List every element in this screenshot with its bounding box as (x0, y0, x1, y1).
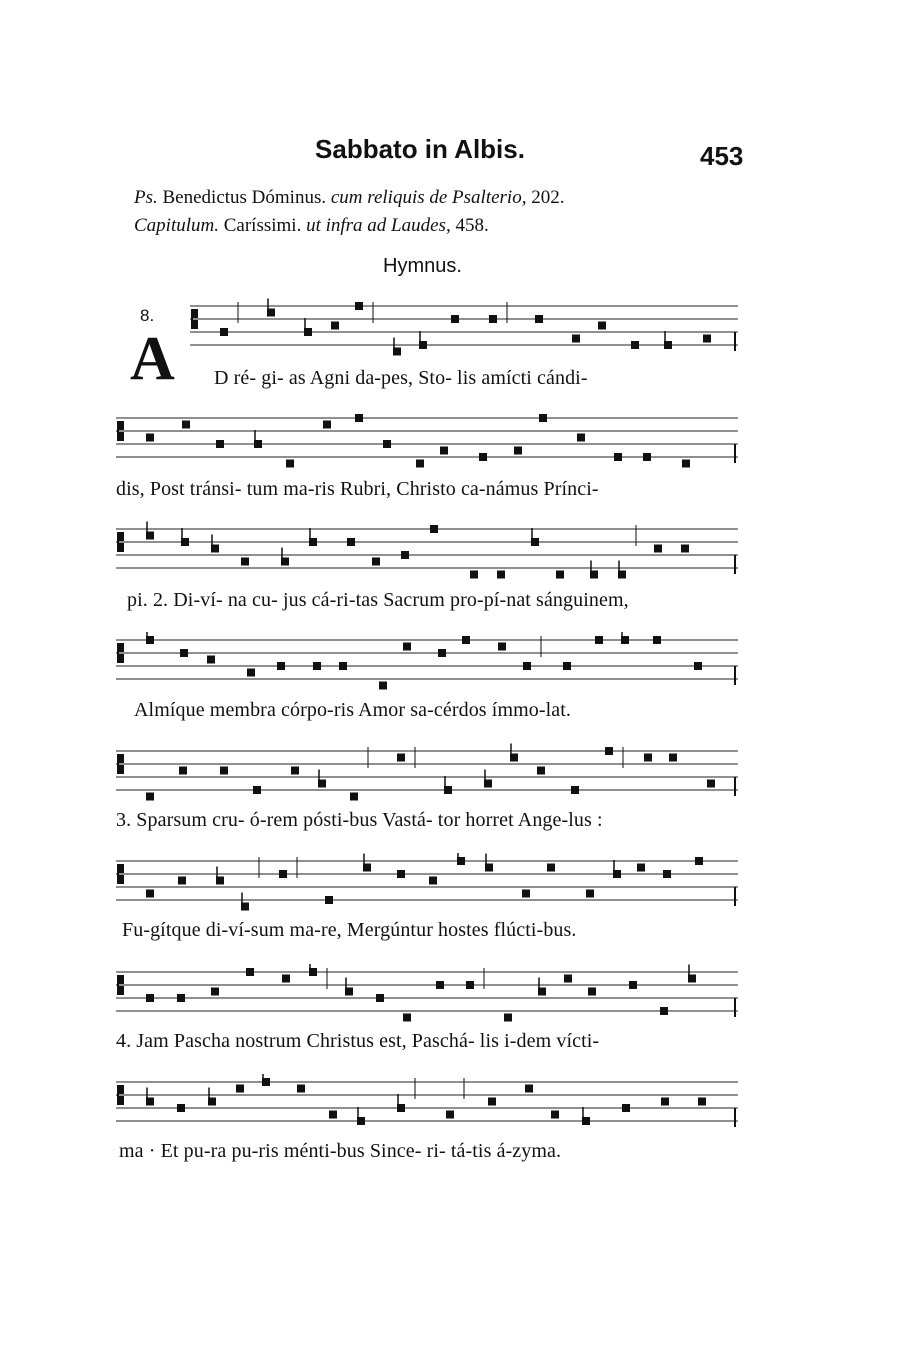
neume (663, 870, 671, 878)
neume (440, 447, 448, 455)
neume (347, 538, 355, 546)
neume (207, 656, 215, 664)
lyric-line: Almíque membra córpo-ris Amor sa-cérdos ímmo-lat. (134, 699, 572, 721)
neume (403, 643, 411, 651)
neume (556, 571, 564, 579)
hymn-number: 8. (140, 306, 155, 325)
neume (236, 1085, 244, 1093)
staff-svg (116, 410, 738, 474)
neume (551, 1111, 559, 1119)
neume (401, 551, 409, 559)
capitulum-page: 458. (450, 215, 489, 236)
neume (350, 793, 358, 801)
neume (279, 870, 287, 878)
neume (644, 754, 652, 762)
staff-svg (190, 298, 738, 362)
neume (247, 669, 255, 677)
neume (146, 793, 154, 801)
neume (571, 786, 579, 794)
neume (372, 558, 380, 566)
psalm-text: Benedictus Dóminus. (157, 187, 331, 208)
music-staff (116, 521, 738, 585)
neume (588, 988, 596, 996)
neume (146, 890, 154, 898)
neume (669, 754, 677, 762)
music-staff (116, 964, 738, 1028)
neume (654, 545, 662, 553)
neume (470, 571, 478, 579)
lyric-line: pi. 2. Di-ví- na cu- jus cá-ri-tas Sacrum pro-pí-nat sánguinem, (127, 589, 629, 611)
neume (466, 981, 474, 989)
neume (629, 981, 637, 989)
lyric-line: 4. Jam Pascha nostrum Christus est, Paschá- lis i-dem vícti- (116, 1030, 600, 1052)
neume (216, 440, 224, 448)
neume (277, 662, 285, 670)
neume (707, 780, 715, 788)
neume (488, 1098, 496, 1106)
neume (253, 786, 261, 794)
neume (397, 870, 405, 878)
page-number: 453 (700, 141, 744, 171)
neume (451, 315, 459, 323)
music-staff (116, 410, 738, 474)
neume (177, 1104, 185, 1112)
neume (547, 864, 555, 872)
neume (637, 864, 645, 872)
staff-svg (116, 521, 738, 585)
neume (323, 421, 331, 429)
neume (564, 975, 572, 983)
neume (246, 968, 254, 976)
neume (179, 767, 187, 775)
neume (698, 1098, 706, 1106)
neume (355, 414, 363, 422)
staff-svg (116, 853, 738, 917)
music-staff (116, 1074, 738, 1138)
neume (416, 460, 424, 468)
neume (605, 747, 613, 755)
neume (211, 988, 219, 996)
neume (329, 1111, 337, 1119)
neume (695, 857, 703, 865)
neume (220, 767, 228, 775)
neume (479, 453, 487, 461)
neume (241, 558, 249, 566)
neume (598, 322, 606, 330)
neume (297, 1085, 305, 1093)
neume (462, 636, 470, 644)
neume (614, 453, 622, 461)
music-staff (116, 743, 738, 807)
neume (436, 981, 444, 989)
capitulum-note: ut infra ad Laudes, (306, 215, 451, 236)
neume (522, 890, 530, 898)
psalm-abbreviation: Ps. (134, 187, 158, 208)
neume (177, 994, 185, 1002)
neume (622, 1104, 630, 1112)
neume (355, 302, 363, 310)
neume (397, 754, 405, 762)
drop-cap-initial: A (130, 325, 175, 393)
psalm-reference (134, 187, 564, 209)
neume (660, 1007, 668, 1015)
neume (643, 453, 651, 461)
lyric-line: ma · Et pu-ra pu-ris ménti-bus Since- ri- tá-tis á-zyma. (119, 1140, 562, 1162)
neume (661, 1098, 669, 1106)
neume (504, 1014, 512, 1022)
lyric-line: Fu-gítque di-ví-sum ma-re, Mergúntur hostes flúcti-bus. (122, 919, 577, 941)
neume (220, 328, 228, 336)
neume (577, 434, 585, 442)
neume (403, 1014, 411, 1022)
neume (497, 571, 505, 579)
staff-svg (116, 964, 738, 1028)
neume (539, 414, 547, 422)
page-title: Sabbato in Albis. (315, 134, 525, 164)
neume (331, 322, 339, 330)
neume (446, 1111, 454, 1119)
neume (682, 460, 690, 468)
staff-svg (116, 1074, 738, 1138)
capitulum-text: Caríssimi. (218, 215, 307, 236)
neume (572, 335, 580, 343)
capitulum-abbreviation: Capitulum. (134, 215, 219, 236)
neume (514, 447, 522, 455)
staff-svg (116, 743, 738, 807)
neume (537, 767, 545, 775)
lyric-line: dis, Post tránsi- tum ma-ris Rubri, Christo ca-námus Prínci- (116, 478, 599, 500)
neume (339, 662, 347, 670)
neume (379, 682, 387, 690)
psalm-note: cum reliquis de Psalterio, (330, 187, 527, 208)
lyric-line: 3. Sparsum cru- ó-rem pósti-bus Vastá- tor horret Ange-lus : (116, 809, 603, 831)
neume (586, 890, 594, 898)
neume (525, 1085, 533, 1093)
staff-svg (116, 632, 738, 696)
neume (535, 315, 543, 323)
neume (178, 877, 186, 885)
music-staff (190, 298, 738, 362)
neume (291, 767, 299, 775)
neume (681, 545, 689, 553)
neume (489, 315, 497, 323)
neume (429, 877, 437, 885)
neume (180, 649, 188, 657)
neume (146, 434, 154, 442)
neume (313, 662, 321, 670)
neume (523, 662, 531, 670)
neume (694, 662, 702, 670)
music-staff (116, 853, 738, 917)
neume (653, 636, 661, 644)
neume (438, 649, 446, 657)
neume (286, 460, 294, 468)
neume (282, 975, 290, 983)
capitulum-reference (134, 215, 489, 237)
neume (498, 643, 506, 651)
hymn-heading: Hymnus. (383, 255, 462, 277)
neume (383, 440, 391, 448)
neume (146, 994, 154, 1002)
neume (703, 335, 711, 343)
neume (325, 896, 333, 904)
neume (563, 662, 571, 670)
neume (595, 636, 603, 644)
lyric-line: D ré- gi- as Agni da-pes, Sto- lis amícti cándi- (214, 367, 588, 389)
neume (182, 421, 190, 429)
music-staff (116, 632, 738, 696)
neume (430, 525, 438, 533)
neume (376, 994, 384, 1002)
psalm-page: 202. (526, 187, 565, 208)
neume (631, 341, 639, 349)
